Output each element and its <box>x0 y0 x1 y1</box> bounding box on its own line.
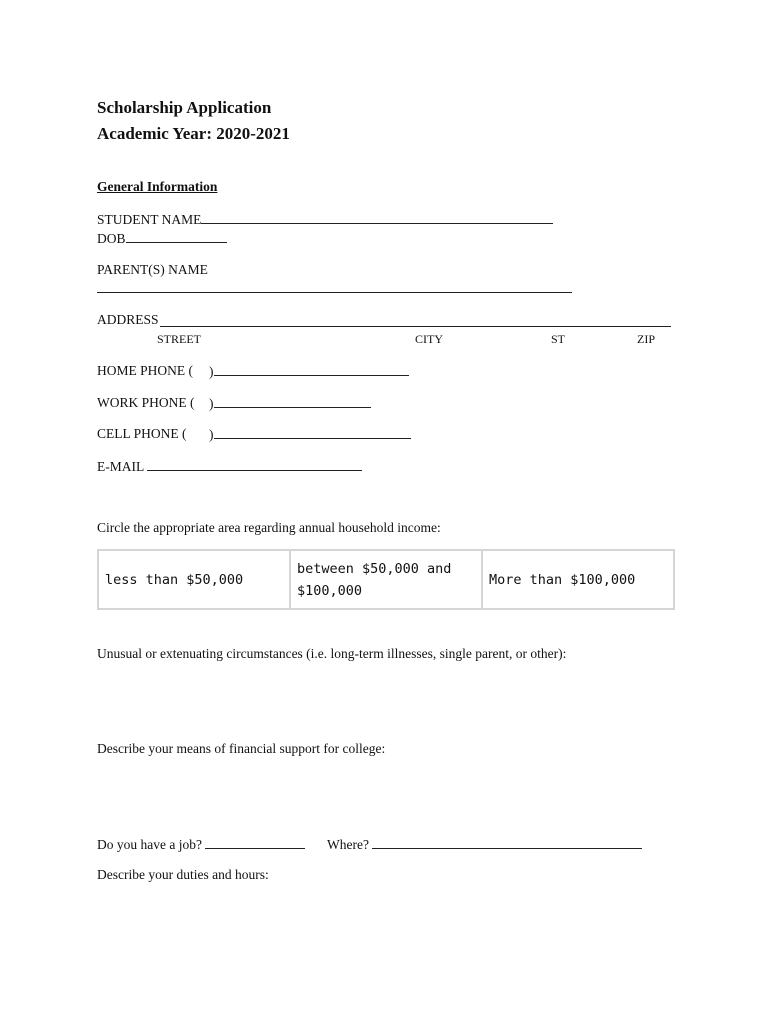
student-name-row <box>97 211 553 228</box>
circumstances-prompt: Unusual or extenuating circumstances (i.e. long-term illnesses, single parent, or other): <box>97 646 567 661</box>
zip-caption: ZIP <box>637 332 655 346</box>
state-caption: ST <box>551 332 566 346</box>
cell-phone-field[interactable] <box>214 426 411 439</box>
email-label: E-MAIL <box>97 459 144 474</box>
address-row <box>97 312 159 328</box>
city-caption: CITY <box>415 332 443 346</box>
where-field[interactable] <box>372 836 642 849</box>
cell-phone-row <box>209 426 411 443</box>
dob-row <box>97 230 227 247</box>
dob-label: DOB <box>97 231 126 246</box>
address-label: ADDRESS <box>97 312 159 327</box>
income-option-50k-100k[interactable]: between $50,000 and $100,000 <box>290 550 482 609</box>
address-field[interactable] <box>160 326 671 327</box>
cell-phone-label: CELL PHONE ( <box>97 426 187 441</box>
duties-prompt: Describe your duties and hours: <box>97 867 269 882</box>
work-phone-label: WORK PHONE ( <box>97 395 195 410</box>
where-label: Where? <box>327 837 369 852</box>
work-phone-field[interactable] <box>214 395 371 408</box>
home-phone-row <box>209 363 409 380</box>
general-information-heading: General Information <box>97 179 218 194</box>
student-name-field[interactable] <box>201 211 553 224</box>
job-label: Do you have a job? <box>97 837 202 852</box>
academic-year-heading: Academic Year: 2020-2021 <box>97 124 290 143</box>
parents-name-field[interactable] <box>97 292 572 293</box>
work-phone-row <box>209 395 371 412</box>
job-field[interactable] <box>205 836 305 849</box>
home-phone-field[interactable] <box>214 363 409 376</box>
dob-field[interactable] <box>126 230 227 243</box>
email-field[interactable] <box>147 458 362 471</box>
email-row <box>97 458 362 475</box>
student-name-label: STUDENT NAME <box>97 212 202 227</box>
street-caption: STREET <box>157 332 201 346</box>
financial-support-prompt: Describe your means of financial support for college: <box>97 741 386 756</box>
job-row <box>97 836 305 853</box>
work-phone-paren: ) <box>209 396 214 411</box>
income-row <box>98 550 674 609</box>
home-phone-paren: ) <box>209 364 214 379</box>
home-phone-label: HOME PHONE ( <box>97 363 193 378</box>
income-prompt: Circle the appropriate area regarding annual household income: <box>97 520 441 535</box>
parents-name-label: PARENT(S) NAME <box>97 262 208 277</box>
form-title: Scholarship Application <box>97 98 272 117</box>
income-table <box>97 549 675 610</box>
income-option-under-50k[interactable]: less than $50,000 <box>98 550 290 609</box>
income-option-over-100k[interactable]: More than $100,000 <box>482 550 674 609</box>
cell-phone-paren: ) <box>209 427 214 442</box>
where-row <box>327 836 642 853</box>
